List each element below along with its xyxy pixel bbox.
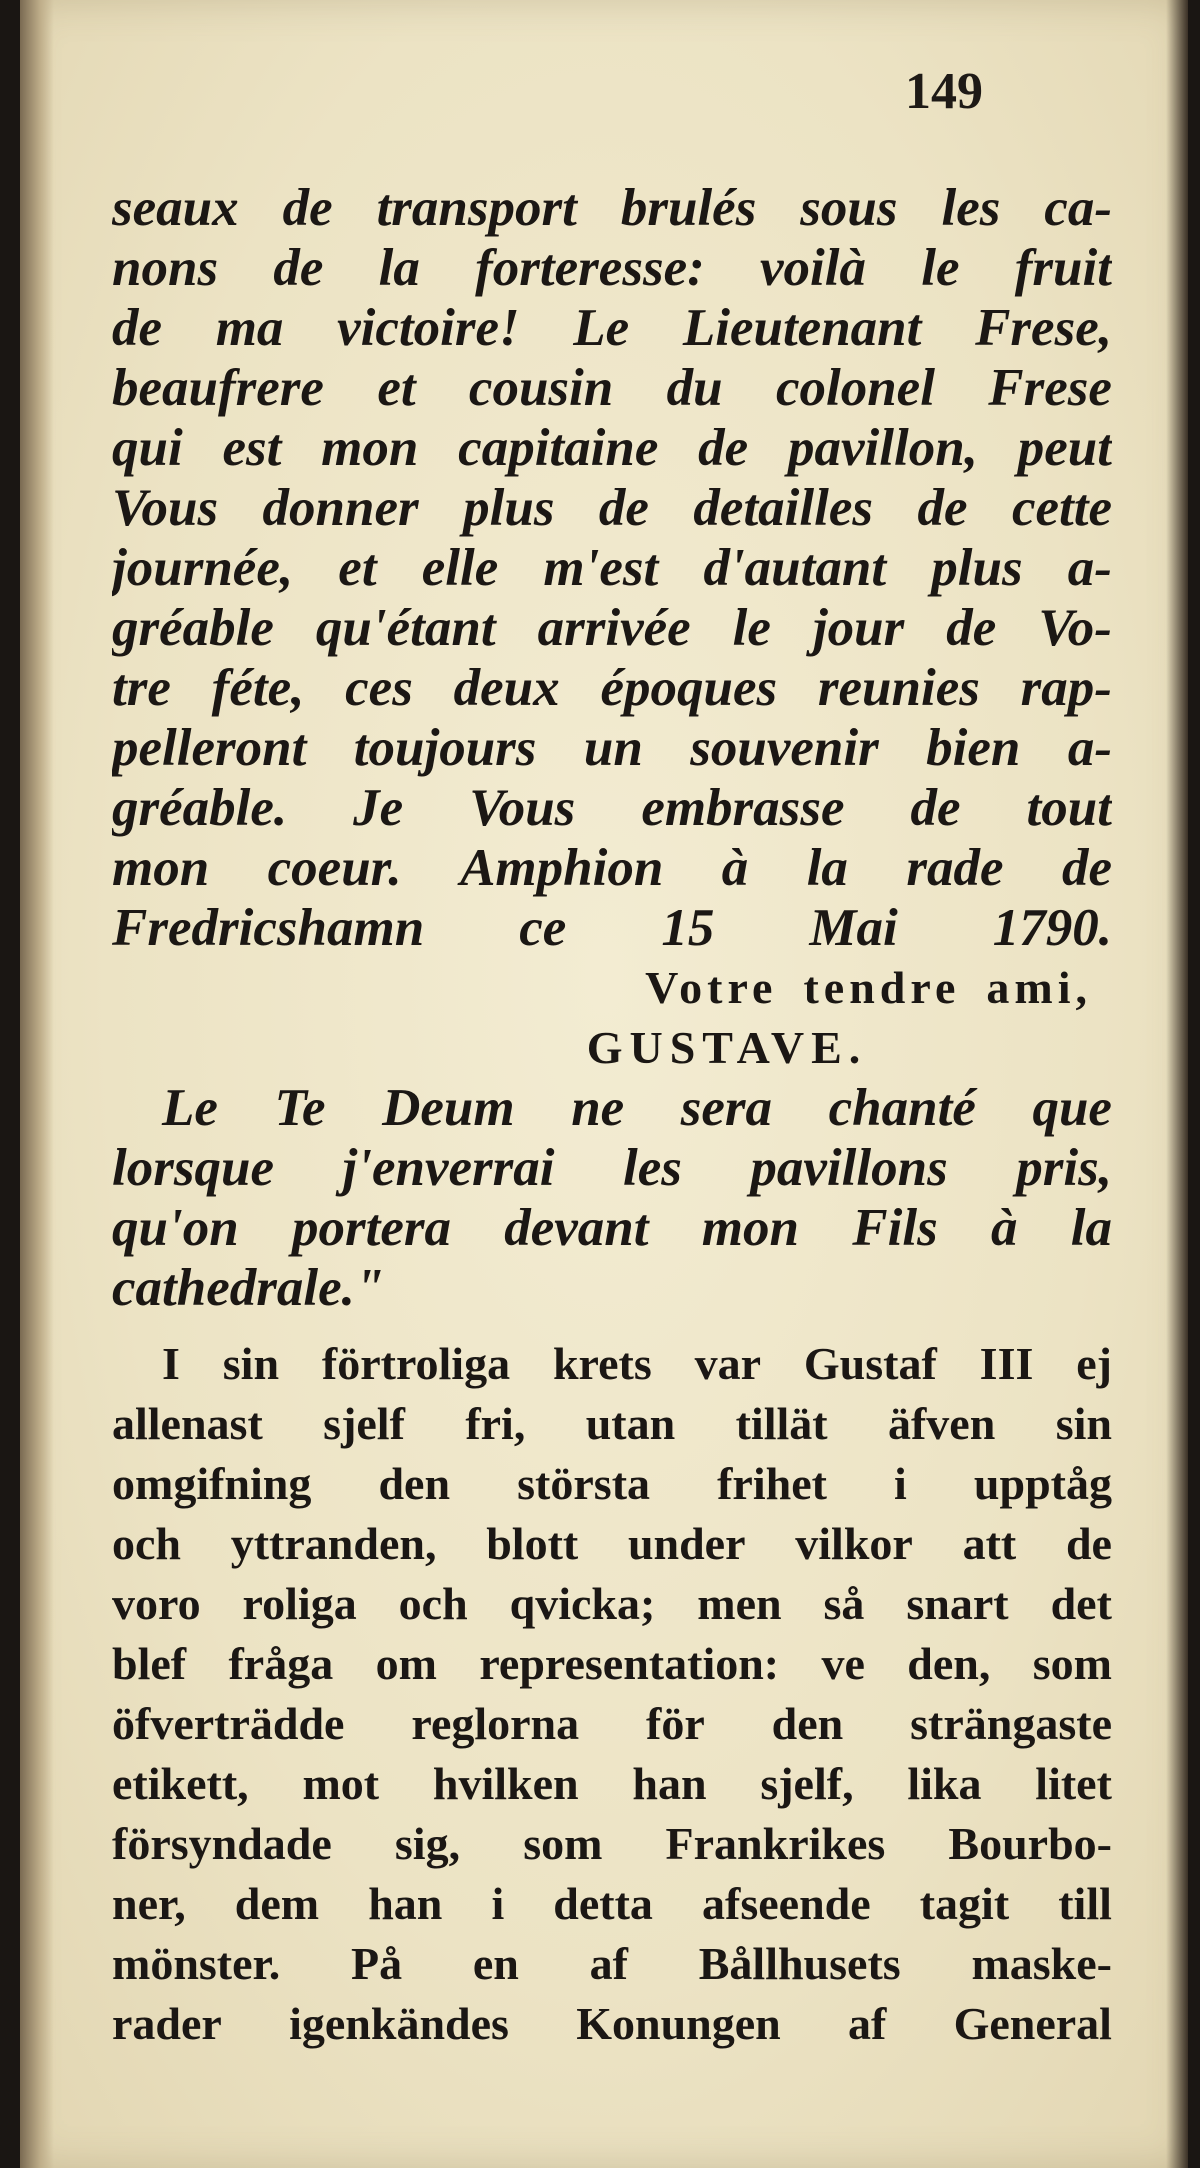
word: så: [823, 1578, 865, 1629]
text-line: [112, 1874, 1112, 1934]
word: blott: [486, 1518, 579, 1569]
text-line: [112, 658, 1112, 718]
word: victoire!: [337, 299, 520, 357]
word: fri,: [465, 1398, 526, 1449]
page-left-edge: [20, 0, 54, 2168]
word: époques: [600, 659, 778, 717]
word: de: [946, 599, 997, 657]
word: pris,: [1016, 1139, 1112, 1197]
word: Le: [162, 1079, 218, 1137]
word: maske-: [971, 1938, 1112, 1989]
word: donner: [262, 479, 419, 537]
word: est: [222, 419, 282, 477]
word: rader: [112, 1998, 222, 2049]
word: sin: [1055, 1398, 1112, 1449]
word: Frankrikes: [665, 1818, 886, 1869]
word: ces: [345, 659, 413, 717]
text-line: [112, 1394, 1112, 1454]
word: Deum: [382, 1079, 515, 1137]
word: omgifning: [112, 1458, 312, 1509]
word: reunies: [817, 659, 980, 717]
word: lika: [907, 1758, 982, 1809]
word: bien: [926, 719, 1021, 777]
word: mönster.: [112, 1938, 281, 1989]
word: coeur.: [267, 839, 402, 897]
word: souvenir: [690, 719, 879, 777]
word: j'enverrai: [342, 1139, 555, 1197]
text-line: [112, 1574, 1112, 1634]
word: Le: [573, 299, 630, 357]
word: elle: [421, 539, 499, 597]
text-line: [112, 598, 1112, 658]
text-line: [112, 418, 1112, 478]
word: roliga: [242, 1578, 357, 1629]
word: var: [694, 1338, 762, 1389]
word: förtroliga: [321, 1338, 511, 1389]
word: strängaste: [910, 1698, 1112, 1749]
word: Vous: [469, 779, 576, 837]
word: yttranden,: [230, 1518, 437, 1569]
word: féte,: [211, 659, 305, 717]
word: GUSTAVE.: [586, 1022, 868, 1073]
word: sin: [222, 1338, 280, 1389]
word: tendre: [803, 962, 961, 1013]
text-line: [112, 838, 1112, 898]
word: rap-: [1020, 659, 1112, 717]
word: deux: [453, 659, 560, 717]
text-line: [112, 238, 1112, 298]
word: öfverträdde: [112, 1698, 345, 1749]
word: för: [646, 1698, 705, 1749]
word: forteresse:: [475, 239, 705, 297]
paragraph-gap: [112, 1318, 1112, 1334]
text-line: [112, 1934, 1112, 1994]
word: cette: [1011, 479, 1112, 537]
text-line: [112, 778, 1112, 838]
word: af: [589, 1938, 628, 1989]
word: mot: [302, 1758, 380, 1809]
word: mon: [112, 839, 210, 897]
word: les: [941, 179, 1001, 237]
word: under: [627, 1518, 746, 1569]
word: han: [632, 1758, 707, 1809]
word: detta: [553, 1878, 653, 1929]
word: I: [162, 1338, 180, 1389]
word: colonel: [775, 359, 935, 417]
page-right-edge: [1166, 0, 1188, 2168]
word: ner,: [112, 1878, 186, 1929]
word: pavillons: [750, 1139, 948, 1197]
page-number: 149: [905, 63, 983, 120]
word: upptåg: [973, 1458, 1112, 1509]
word: mon: [701, 1199, 799, 1257]
word: capitaine: [458, 419, 659, 477]
text-line: [112, 1994, 1112, 2054]
word: gréable.: [112, 779, 288, 837]
word: men: [697, 1578, 782, 1629]
word: Frese,: [975, 299, 1112, 357]
word: à: [990, 1199, 1018, 1257]
word: du: [666, 359, 723, 417]
word: la: [378, 239, 420, 297]
word: lorsque: [112, 1139, 274, 1197]
word: qu'étant: [315, 599, 496, 657]
word: litet: [1035, 1758, 1112, 1809]
word: ma: [215, 299, 284, 357]
word: de: [917, 479, 968, 537]
word: utan: [585, 1398, 676, 1449]
word: toujours: [353, 719, 537, 777]
word: den: [378, 1458, 451, 1509]
word: dem: [234, 1878, 320, 1929]
word: om: [375, 1638, 437, 1689]
word: le: [732, 599, 771, 657]
word: till: [1058, 1878, 1112, 1929]
word: reglorna: [411, 1698, 580, 1749]
word: tagit: [919, 1878, 1010, 1929]
text-line: [112, 358, 1112, 418]
word: Bållhusets: [698, 1938, 901, 1989]
word: cathedrale.": [112, 1259, 385, 1317]
word: i: [894, 1458, 907, 1509]
word: Vo-: [1038, 599, 1112, 657]
word: allenast: [112, 1398, 263, 1449]
word: frihet: [717, 1458, 827, 1509]
word: Bourbo-: [948, 1818, 1112, 1869]
word: un: [583, 719, 643, 777]
word: äfven: [887, 1398, 996, 1449]
text-line: [112, 1514, 1112, 1574]
word: de: [282, 179, 333, 237]
word: som: [523, 1818, 603, 1869]
word: detailles: [693, 479, 873, 537]
word: som: [1032, 1638, 1112, 1689]
text-line: [112, 718, 1112, 778]
word: sous: [800, 179, 898, 237]
word: transport: [376, 179, 577, 237]
word: journée,: [112, 539, 294, 597]
word: sjelf: [323, 1398, 405, 1449]
word: pelleront: [112, 719, 307, 777]
word: beaufrere: [112, 359, 324, 417]
word: arrivée: [537, 599, 691, 657]
text-line: [112, 1334, 1112, 1394]
word: rade: [906, 839, 1004, 897]
text-line: [112, 898, 1112, 958]
word: etikett,: [112, 1758, 249, 1809]
word: sera: [680, 1079, 773, 1137]
text-line: [112, 1258, 1112, 1318]
text-line: [112, 1138, 1112, 1198]
text-line: [112, 958, 1112, 1018]
word: igenkändes: [289, 1998, 509, 2049]
word: voilà: [760, 239, 866, 297]
word: seaux: [112, 179, 239, 237]
text-line: [112, 178, 1112, 238]
word: la: [1070, 1199, 1112, 1257]
word: jour: [812, 599, 905, 657]
word: krets: [552, 1338, 652, 1389]
word: Amphion: [460, 839, 664, 897]
word: de: [112, 299, 163, 357]
word: sig,: [394, 1818, 461, 1869]
word: Te: [274, 1079, 326, 1137]
word: representation:: [479, 1638, 780, 1689]
word: blef: [112, 1638, 187, 1689]
word: att: [962, 1518, 1017, 1569]
word: Vous: [112, 479, 219, 537]
word: mon: [321, 419, 419, 477]
word: et: [377, 359, 416, 417]
word: nons: [112, 239, 219, 297]
text-line: [112, 1814, 1112, 1874]
word: 1790.: [992, 899, 1112, 957]
word: den: [771, 1698, 844, 1749]
word: försyndade: [112, 1818, 332, 1869]
word: Votre: [645, 962, 778, 1013]
text-line: [112, 478, 1112, 538]
word: voro: [112, 1578, 201, 1629]
word: General: [953, 1998, 1112, 2049]
word: det: [1050, 1578, 1112, 1629]
word: que: [1032, 1079, 1112, 1137]
word: snart: [906, 1578, 1009, 1629]
word: och: [112, 1518, 181, 1569]
word: peut: [1017, 419, 1112, 477]
word: Mai: [809, 899, 898, 957]
word: och: [398, 1578, 468, 1629]
word: d'autant: [703, 539, 887, 597]
word: de: [910, 779, 961, 837]
word: la: [806, 839, 848, 897]
text-line: [112, 538, 1112, 598]
text-line: [112, 1198, 1112, 1258]
word: den,: [907, 1638, 991, 1689]
word: les: [623, 1139, 682, 1197]
word: plus: [463, 479, 555, 537]
body-text: [112, 178, 1112, 2054]
text-line: [112, 1078, 1112, 1138]
book-page: [20, 0, 1188, 2168]
word: Fredricshamn: [112, 899, 425, 957]
word: gréable: [112, 599, 274, 657]
word: största: [517, 1458, 651, 1509]
word: afseende: [702, 1878, 871, 1929]
word: cousin: [468, 359, 614, 417]
word: fruit: [1014, 239, 1112, 297]
word: à: [721, 839, 749, 897]
word: tre: [112, 659, 171, 717]
word: chanté: [828, 1079, 976, 1137]
word: Fils: [852, 1199, 938, 1257]
word: de: [698, 419, 749, 477]
text-line: [112, 1018, 1112, 1078]
word: ne: [571, 1079, 625, 1137]
word: ej: [1076, 1338, 1112, 1389]
word: 15: [661, 899, 715, 957]
word: i: [491, 1878, 505, 1929]
word: Frese: [988, 359, 1112, 417]
word: le: [921, 239, 960, 297]
word: ce: [519, 899, 567, 957]
word: embrasse: [641, 779, 845, 837]
text-line: [112, 1634, 1112, 1694]
word: vilkor: [795, 1518, 913, 1569]
word: plus: [931, 539, 1023, 597]
word: devant: [504, 1199, 649, 1257]
word: et: [338, 539, 377, 597]
word: m'est: [543, 539, 659, 597]
word: qui: [112, 419, 183, 477]
word: ca-: [1044, 179, 1112, 237]
word: fråga: [228, 1638, 334, 1689]
word: tout: [1026, 779, 1112, 837]
text-line: [112, 1754, 1112, 1814]
word: tillät: [735, 1398, 828, 1449]
word: han: [368, 1878, 443, 1929]
word: de: [1065, 1518, 1112, 1569]
word: brulés: [620, 179, 757, 237]
word: a-: [1067, 719, 1112, 777]
word: Lieutenant: [682, 299, 922, 357]
word: pavillon,: [788, 419, 978, 477]
word: de: [598, 479, 649, 537]
word: Konungen: [576, 1998, 781, 2049]
word: en: [472, 1938, 519, 1989]
word: III: [979, 1338, 1034, 1389]
word: ami,: [986, 962, 1092, 1013]
word: Gustaf: [803, 1338, 937, 1389]
text-line: [112, 1454, 1112, 1514]
word: de: [273, 239, 324, 297]
text-line: [112, 1694, 1112, 1754]
word: hvilken: [432, 1758, 579, 1809]
word: sjelf,: [760, 1758, 854, 1809]
word: På: [351, 1938, 403, 1989]
text-line: [112, 298, 1112, 358]
word: qu'on: [112, 1199, 239, 1257]
word: af: [847, 1998, 887, 2049]
word: portera: [291, 1199, 451, 1257]
word: qvicka;: [509, 1578, 656, 1629]
word: a-: [1067, 539, 1112, 597]
word: ve: [821, 1638, 865, 1689]
word: de: [1061, 839, 1112, 897]
word: Je: [353, 779, 404, 837]
